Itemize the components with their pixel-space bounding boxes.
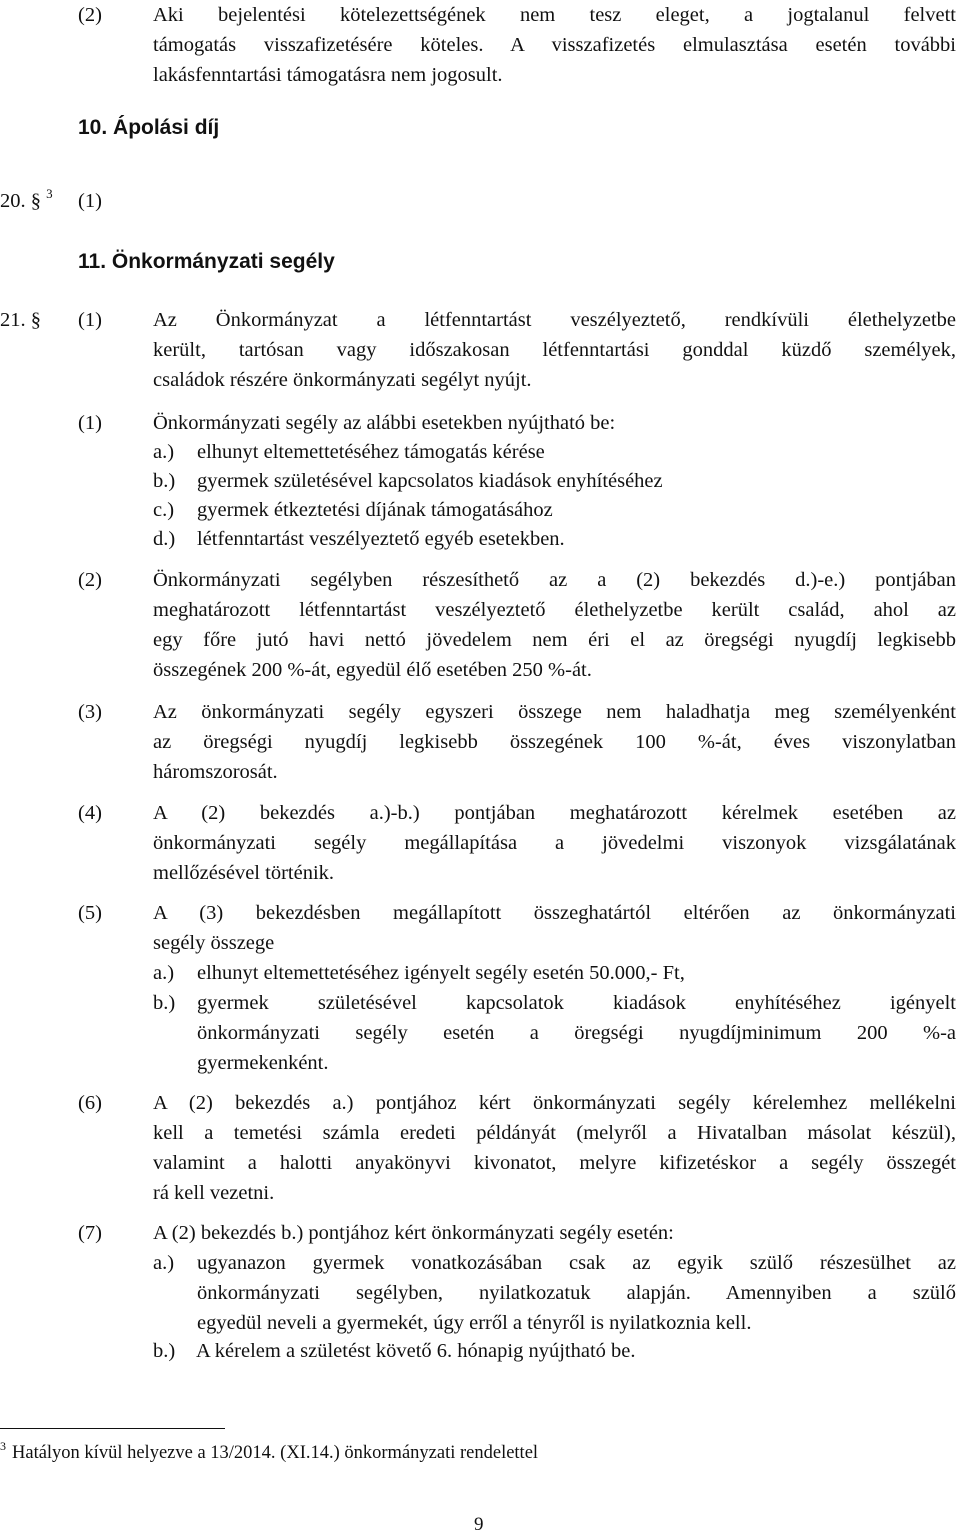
list-intro: Önkormányzati segély az alábbi esetekben nyújtható be: [153,412,616,434]
list-item-mark: b.) [153,470,176,492]
list-item-mark: a.) [153,1252,175,1274]
text-line: önkormányzati segély esetén a öregségi nyugdíjminimum 200 %-a [197,1022,956,1044]
text-line: háromszorosát. [153,761,278,783]
text-line: mellőzésével történik. [153,862,335,884]
page-number: 9 [474,1514,484,1535]
list-item-mark: a.) [153,962,175,984]
text-line: lakásfenntartási támogatásra nem jogosult. [153,64,503,86]
text-line: Az Önkormányzat a létfenntartást veszélyeztető, rendkívüli élethelyzetbe [153,309,956,331]
list-item-mark: c.) [153,499,175,521]
footnote-text: Hatályon kívül helyezve a 13/2014. (XI.14.) önkormányzati rendelettel [12,1443,539,1463]
text-line: önkormányzati segélyben, nyilatkozatuk alapján. Amennyiben a szülő [197,1282,956,1304]
paragraph-body [153,697,956,787]
text-line: gyermek születésével kapcsolatok kiadások enyhítéséhez igényelt [197,992,956,1014]
text-line: Önkormányzati segélyben részesíthető az a (2) bekezdés d.)-e.) pontjában [153,569,956,591]
footnote-marker: 3 [0,1439,6,1453]
text-line: kell a temetési számla eredeti példányát (melyről a Hivatalban másolat készül), [153,1122,956,1144]
paragraph-body [153,1218,956,1248]
list-item-mark: b.) [153,1340,176,1362]
footnote-reference: 3 [46,186,53,201]
text-line: önkormányzati segély megállapítása a jövedelmi viszonyok vizsgálatának [153,832,956,854]
text-line: összegének 200 %-át, egyedül élő esetében 250 %-át. [153,659,592,681]
list-item-text: létfenntartást veszélyeztető egyéb esetekben. [197,528,565,550]
paragraph-number: (2) [78,569,102,591]
paragraph-body [153,305,956,395]
paragraph-body [153,898,956,958]
section-label: 21. § [0,309,41,331]
paragraph-number: (7) [78,1222,102,1244]
paragraph-body [153,408,956,438]
text-line: került, tartósan vagy időszakosan létfenntartási gonddal küzdő személyek, [153,339,956,361]
paragraph-number: (1) [78,190,102,212]
text-line: meghatározott létfenntartást veszélyeztető élethelyzetbe került család, ahol az [153,599,956,621]
paragraph-number: (2) [78,4,102,26]
list-item-mark: d.) [153,528,176,550]
footnote-divider [0,1428,225,1429]
list-item-text [197,988,956,1078]
paragraph-body [153,1088,956,1208]
list-item-text: elhunyt eltemettetéséhez támogatás kérése [197,441,545,463]
text-line: egyedül neveli a gyermekét, úgy erről a tényről is nyilatkoznia kell. [197,1312,752,1334]
section-label: 20. § $^3$ [0,186,53,212]
list-intro: A (2) bekezdés b.) pontjához kért önkormányzati segély esetén: [153,1222,674,1244]
list-item-text: gyermek étkeztetési díjának támogatásához [197,499,553,521]
footnote [0,1440,538,1467]
text-line: gyermekenként. [197,1052,329,1074]
list-item-mark: a.) [153,441,175,463]
list-item-text: gyermek születésével kapcsolatos kiadások enyhítéséhez [197,470,663,492]
paragraph-body [153,565,956,685]
list-item-mark: b.) [153,992,176,1014]
paragraph-number: (1) [78,309,102,331]
text-line: Aki bejelentési kötelezettségének nem tesz eleget, a jogtalanul felvett [153,4,956,26]
paragraph-number: (3) [78,701,102,723]
text-line: ugyanazon gyermek vonatkozásában csak az egyik szülő részesülhet az [197,1252,956,1274]
text-line: családok részére önkormányzati segélyt nyújt. [153,369,532,391]
text-line: az öregségi nyugdíj legkisebb összegének 100 %-át, éves viszonylatban [153,731,956,753]
text-line: valamint a halotti anyakönyvi kivonatot, melyre kifizetéskor a segély összegét [153,1152,956,1174]
paragraph-number: (5) [78,902,102,924]
text-line: rá kell vezetni. [153,1182,275,1204]
list-item-text: elhunyt eltemettetéséhez igényelt segély esetén 50.000,- Ft, [197,962,685,984]
list-item-text: A kérelem a születést követő 6. hónapig nyújtható be. [196,1340,636,1362]
section-heading-11: 11. Önkormányzati segély [78,250,335,273]
paragraph-number: (6) [78,1092,102,1114]
paragraph-body [153,798,956,888]
text-line: A (2) bekezdés a.)-b.) pontjában meghatározott kérelmek esetében az [153,802,956,824]
text-line: segély összege [153,932,275,954]
paragraph-body [153,0,956,90]
text-line: A (3) bekezdésben megállapított összeghatártól eltérően az önkormányzati [153,902,956,924]
text-line: támogatás visszafizetésére köteles. A visszafizetés elmulasztása esetén további [153,34,956,56]
text-line: Az önkormányzati segély egyszeri összege nem haladhatja meg személyenként [153,701,956,723]
paragraph-number: (1) [78,412,102,434]
paragraph-number: (4) [78,802,102,824]
text-line: egy főre jutó havi nettó jövedelem nem éri el az öregségi nyugdíj legkisebb [153,629,956,651]
section-heading-10: 10. Ápolási díj [78,116,220,139]
text-line: A (2) bekezdés a.) pontjához kért önkormányzati segély kérelemhez mellékelni [153,1092,956,1114]
list-item-text [197,1248,956,1338]
